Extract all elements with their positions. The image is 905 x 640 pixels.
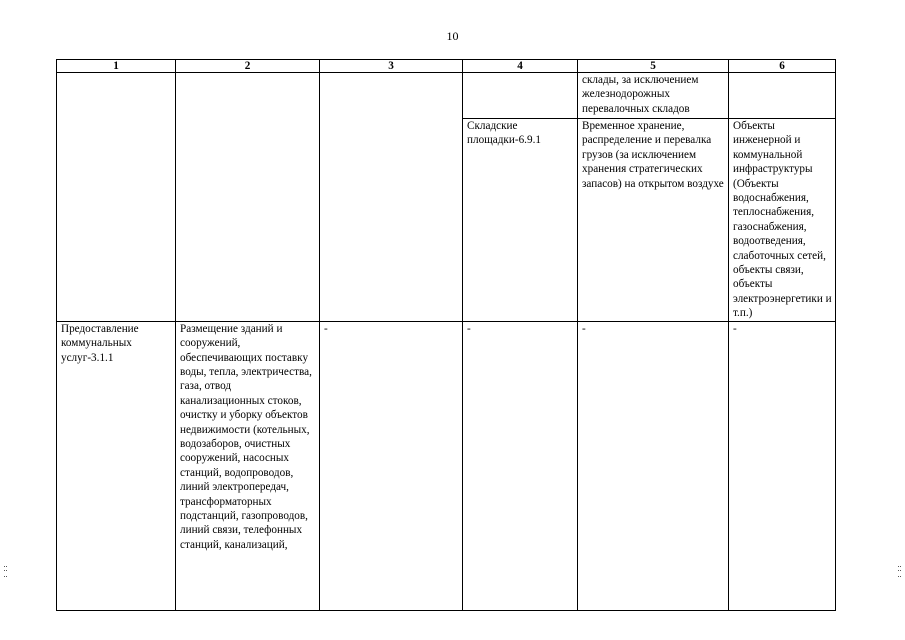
table-cell: -	[729, 321, 836, 610]
table-cell: Объекты инженерной и коммунальной инфраструктуры (Объекты водоснабжения, теплоснабжения, газоснабжения, водоотведения, слаботочных сетей, объекты связи, объекты электроэнергетики и т.п.)	[729, 119, 836, 322]
table-cell: Предоставление коммунальных услуг-3.1.1	[57, 321, 176, 610]
table-cell: -	[463, 321, 578, 610]
table-row	[57, 321, 836, 610]
right-margin-mark	[898, 566, 901, 577]
column-header-5: 5	[578, 60, 729, 73]
table-cell	[320, 73, 463, 322]
table-cell: Складские площадки-6.9.1	[463, 119, 578, 322]
land-use-table	[56, 59, 836, 611]
table-cell	[176, 73, 320, 322]
table-header-row	[57, 60, 836, 73]
table-cell	[57, 73, 176, 322]
column-header-2: 2	[176, 60, 320, 73]
page-number: 10	[446, 29, 459, 43]
table-cell: -	[320, 321, 463, 610]
table-cell	[463, 73, 578, 119]
left-margin-mark	[4, 566, 7, 577]
column-header-6: 6	[729, 60, 836, 73]
table-cell: склады, за исключением железнодорожных перевалочных складов	[578, 73, 729, 119]
column-header-1: 1	[57, 60, 176, 73]
table-row	[57, 73, 836, 119]
table-cell: Временное хранение, распределение и перевалка грузов (за исключением хранения стратегических запасов) на открытом воздухе	[578, 119, 729, 322]
table-cell: Размещение зданий и сооружений, обеспечивающих поставку воды, тепла, электричества, газа, отвод канализационных стоков, очистку и уборку объектов недвижимости (котельных, водозаборов, очистных сооружений, насосных станций, водопроводов, линий электропередач, трансформаторных подстанций, газопроводов, линий связи, телефонных станций, канализаций,	[176, 321, 320, 610]
column-header-3: 3	[320, 60, 463, 73]
table-cell: -	[578, 321, 729, 610]
table-cell	[729, 73, 836, 119]
column-header-4: 4	[463, 60, 578, 73]
